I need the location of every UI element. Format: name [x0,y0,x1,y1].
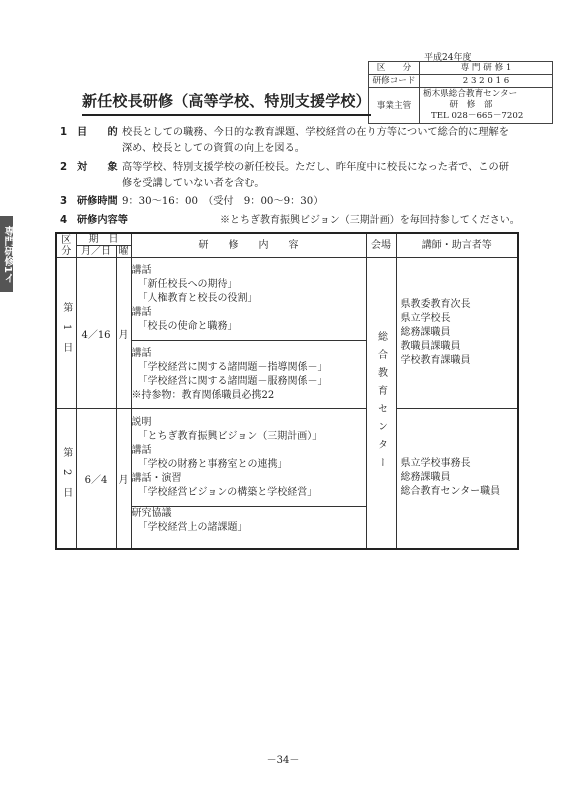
section-label: 研修時間 [77,196,118,207]
content-block [131,507,366,549]
content-block [131,258,366,341]
instructor: 県立学校長 [400,313,451,324]
header-instructors: 講師・助言者等 [396,233,518,258]
side-tab: 専門研修1イ [0,216,13,292]
session-topic: 「学校経営に関する諸問題－服務関係－」 [137,375,328,387]
day-weekday: 月 [116,258,131,409]
section-label: 目 的 [77,127,118,138]
section-number: 2 [60,162,68,173]
session-topic: 「学校経営に関する諸問題－指導関係－」 [137,361,328,373]
content-block [131,341,366,409]
session-topic: 「学校経営上の諸課題」 [137,522,248,533]
section-number: 1 [60,127,68,138]
instructor: 教職員課職員 [400,341,461,352]
session-note: ※持参物：教育関係職員必携22 [131,389,275,401]
section-text [122,160,532,192]
section-line: 深め、校長としての資質の向上を図る。 [122,143,305,154]
session-type: 説明 [131,416,152,428]
instructor: 県教委教育次長 [400,299,471,310]
day-label: 第1日 [56,258,76,409]
session-type: 講話 [131,307,152,318]
fiscal-year: 平成24年度 [424,53,472,63]
header-period: 期 日 [76,233,131,246]
section-line: 修を受講していない者を含む。 [122,178,265,189]
organizer-label: 事業主管 [369,88,420,124]
section-line: 校長としての職務、今日的な教育課題、学校経営の在り方等について総合的に理解を [122,127,509,138]
info-label: 区 分 [369,62,420,75]
bring-vision-note: ※とちぎ教育振興ビジョン（三期計画）を毎回持参してください。 [220,215,520,226]
organizer-dept: 研 修 部 [449,100,493,110]
section-number: 3 [60,196,68,207]
instructor: 総合教育センター職員 [400,486,501,498]
section-text: 9：30～16：00 （受付 9：00～9：30） [122,196,324,207]
header-content: 研 修 内 容 [131,233,366,258]
session-type: 研究協議 [131,508,172,519]
session-type: 講話・演習 [131,472,182,484]
session-topic: 「学校の財務と事務室との連携」 [137,458,288,470]
section-time [60,194,530,210]
info-label: 研修コード [369,75,420,88]
day-label: 第2日 [56,409,76,549]
session-type: 講話 [131,347,152,359]
venue-cell: 総合教育センター [366,258,396,549]
session-topic: 「学校経営ビジョンの構築と学校経営」 [137,486,318,498]
instructors-day1 [396,258,518,409]
section-purpose [60,125,530,159]
day-date: 4／16 [76,258,116,409]
section-number: 4 [60,215,68,226]
info-value: 2 3 2 0 1 6 [420,75,553,88]
content-block [131,409,366,507]
instructor: 学校教育課職員 [400,355,471,366]
instructor: 県立学校事務長 [400,458,471,470]
section-label: 対 象 [77,162,118,173]
session-topic: 「新任校長への期待」 [137,279,238,290]
organizer-info [420,88,553,124]
info-value: 専 門 研 修 1 [420,62,553,75]
page-number: －34－ [266,755,300,766]
day-date: 6／4 [76,409,116,549]
day-weekday: 月 [116,409,131,549]
section-target [60,160,530,194]
instructor: 総務課職員 [400,472,451,484]
organizer-tel: TEL 028－665－7202 [431,111,524,121]
section-line: 高等学校、特別支援学校の新任校長。ただし、昨年度中に校長になった者で、この研 [122,162,509,173]
header-date: 月／日 [76,246,116,258]
section-label: 研修内容等 [77,215,128,226]
session-topic: 「とちぎ教育振興ビジョン（三期計画）」 [137,430,323,442]
course-info-table [368,61,553,124]
session-type: 講話 [131,444,152,456]
organizer-name: 栃木県総合教育センター [423,89,518,99]
session-type: 講話 [131,265,152,276]
page-title: 新任校長研修（高等学校、特別支援学校） [82,90,371,116]
instructor: 総務課職員 [400,327,451,338]
header-kubun: 区分 [56,233,76,258]
session-topic: 「人権教育と校長の役割」 [137,293,258,304]
instructors-day2 [396,409,518,549]
section-text [122,125,532,157]
session-topic: 「校長の使命と職務」 [137,321,238,332]
schedule-table [55,232,519,550]
header-weekday: 曜 [116,246,131,258]
header-venue: 会場 [366,233,396,258]
